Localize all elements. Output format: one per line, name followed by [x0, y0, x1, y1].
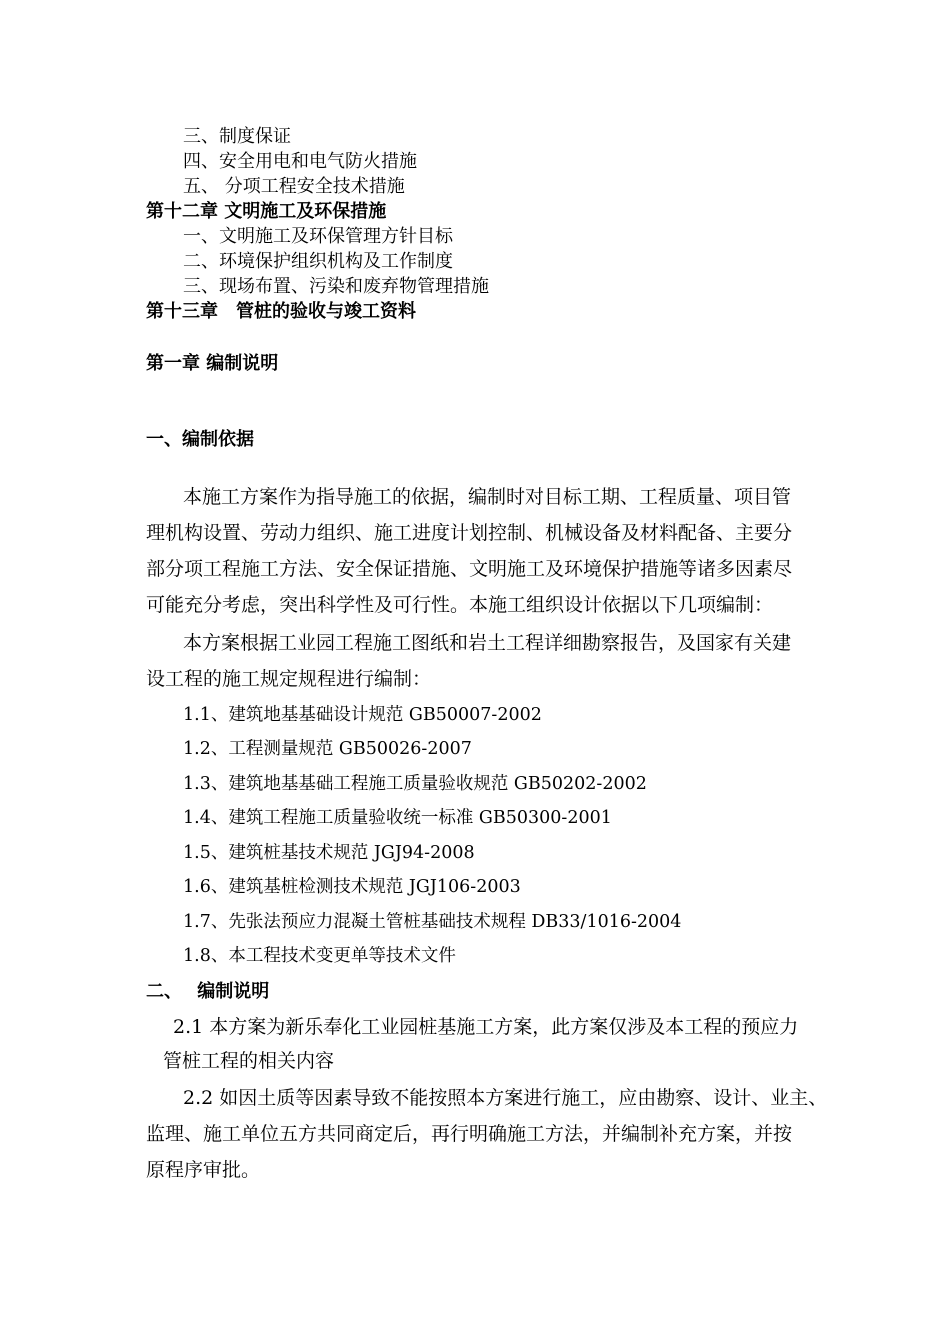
paragraph-line: 2.1 本方案为新乐奉化工业园桩基施工方案，此方案仅涉及本工程的预应力	[173, 1016, 799, 1038]
toc-item: 五、 分项工程安全技术措施	[183, 176, 405, 197]
section-heading: 二、 编制说明	[146, 981, 270, 1002]
paragraph-line: 理机构设置、劳动力组织、施工进度计划控制、机械设备及材料配备、主要分	[146, 522, 793, 544]
toc-item: 二、环境保护组织机构及工作制度	[183, 251, 453, 272]
reference-item: 1.6、建筑基桩检测技术规范 JGJ106-2003	[183, 877, 521, 897]
toc-item: 三、现场布置、污染和废弃物管理措施	[183, 276, 489, 297]
reference-item: 1.5、建筑桩基技术规范 JGJ94-2008	[183, 843, 475, 863]
toc-chapter-12: 第十二章 文明施工及环保措施	[146, 201, 387, 222]
reference-item: 1.2、工程测量规范 GB50026-2007	[183, 739, 472, 759]
paragraph-line: 部分项工程施工方法、安全保证措施、文明施工及环境保护措施等诸多因素尽	[146, 558, 793, 580]
paragraph-line: 监理、施工单位五方共同商定后，再行明确施工方法，并编制补充方案，并按	[146, 1123, 793, 1145]
toc-chapter-13: 第十三章 管桩的验收与竣工资料	[146, 301, 416, 322]
paragraph-line: 本方案根据工业园工程施工图纸和岩土工程详细勘察报告，及国家有关建	[183, 632, 792, 654]
paragraph-line: 原程序审批。	[146, 1159, 261, 1181]
reference-item: 1.7、先张法预应力混凝土管桩基础技术规程 DB33/1016-2004	[183, 912, 682, 932]
paragraph-line: 管桩工程的相关内容	[163, 1050, 335, 1072]
chapter-title: 第一章 编制说明	[146, 353, 279, 374]
paragraph-line: 可能充分考虑，突出科学性及可行性。本施工组织设计依据以下几项编制：	[146, 594, 774, 616]
toc-item: 四、安全用电和电气防火措施	[183, 151, 417, 172]
reference-item: 1.1、建筑地基基础设计规范 GB50007-2002	[183, 705, 542, 725]
reference-item: 1.3、建筑地基基础工程施工质量验收规范 GB50202-2002	[183, 774, 647, 794]
reference-item: 1.8、本工程技术变更单等技术文件	[183, 946, 456, 966]
paragraph-line: 设工程的施工规定规程进行编制：	[146, 668, 432, 690]
toc-item: 三、制度保证	[183, 126, 291, 147]
section-heading: 一、编制依据	[146, 429, 254, 450]
paragraph-line: 2.2 如因土质等因素导致不能按照本方案进行施工，应由勘察、设计、业主、	[183, 1087, 828, 1109]
paragraph-line: 本施工方案作为指导施工的依据，编制时对目标工期、工程质量、项目管	[183, 486, 792, 508]
reference-item: 1.4、建筑工程施工质量验收统一标准 GB50300-2001	[183, 808, 612, 828]
toc-item: 一、文明施工及环保管理方针目标	[183, 226, 453, 247]
